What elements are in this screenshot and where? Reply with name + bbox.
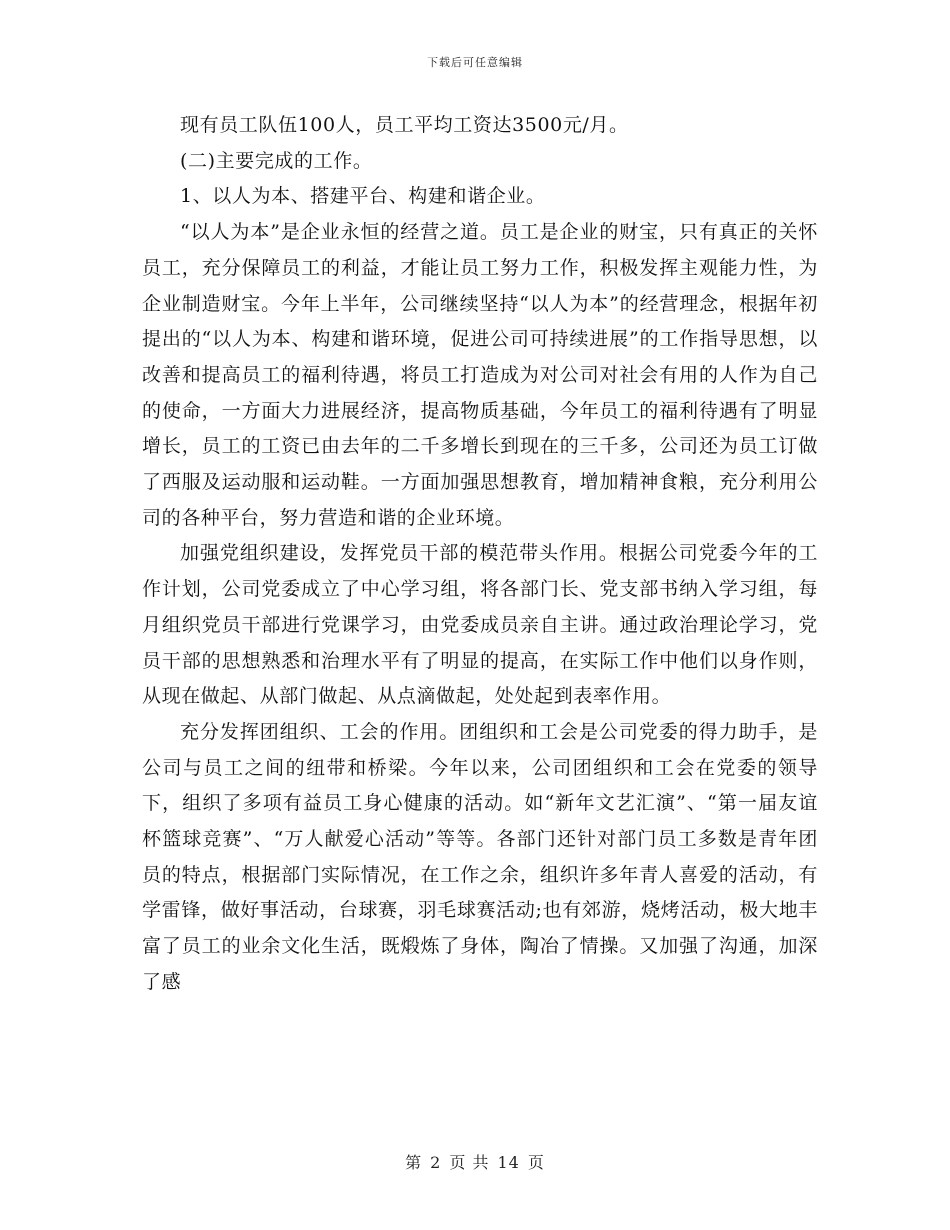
footer-total-pages: 14 [497, 1153, 520, 1172]
section-heading-main-work: (二)主要完成的工作。 [180, 149, 373, 172]
paragraph-staff-summary: 现有员工队伍100人，员工平均工资达3500元/月。 [180, 114, 629, 136]
paragraph-party-building: 加强党组织建设，发挥党员干部的模范带头作用。根据公司党委今年的工作计划，公司党委成立了中心学习组，将各部门长、党支部书纳入学习组，每月组织党员干部进行党课学习，由党委成员亲自主讲。通过政治理论学习，党员干部的思想熟悉和治理水平有了明显的提高，在实际工作中他们以身作则，从现在做起、从部门做起、从点滴做起，处处起到表率作用。 [142, 542, 818, 708]
paragraph-youth-union: 充分发挥团组织、工会的作用。团组织和工会是公司党委的得力助手，是公司与员工之间的纽带和桥梁。今年以来，公司团组织和工会在党委的领导下，组织了多项有益员工身心健康的活动。如“新年文艺汇演”、“第一届友谊杯篮球竞赛”、“万人献爱心活动”等等。各部门还针对部门员工多数是青年团员的特点，根据部门实际情况，在工作之余，组织许多年青人喜爱的活动，有学雷锋，做好事活动，台球赛，羽毛球赛活动;也有郊游，烧烤活动，极大地丰富了员工的业余文化生活，既煅炼了身体，陶冶了情操。又加强了沟通，加深了感 [142, 720, 818, 993]
footer-suffix: 页 [527, 1153, 545, 1172]
page-footer [0, 1150, 950, 1173]
document-body [142, 108, 818, 1001]
subheading-people-oriented: 1、以人为本、搭建平台、构建和谐企业。 [180, 185, 546, 208]
footer-prefix: 第 [405, 1153, 423, 1172]
footer-middle: 页 共 [449, 1153, 490, 1172]
page-header-note: 下载后可任意编辑 [427, 56, 523, 69]
paragraph-people-oriented: “以人为本”是企业永恒的经营之道。员工是企业的财宝，只有真正的关怀员工，充分保障员工的利益，才能让员工努力工作，积极发挥主观能力性，为企业制造财宝。今年上半年，公司继续坚持“以人为本”的经营理念，根据年初提出的“以人为本、构建和谐环境，促进公司可持续进展”的工作指导思想，以改善和提高员工的福利待遇，将员工打造成为对公司对社会有用的人作为自己的使命，一方面大力进展经济，提高物质基础，今年员工的福利待遇有了明显增长，员工的工资已由去年的二千多增长到现在的三千多，公司还为员工订做了西服及运动服和运动鞋。一方面加强思想教育，增加精神食粮，充分利用公司的各种平台，努力营造和谐的企业环境。 [142, 221, 818, 529]
footer-page-number: 2 [430, 1153, 442, 1172]
